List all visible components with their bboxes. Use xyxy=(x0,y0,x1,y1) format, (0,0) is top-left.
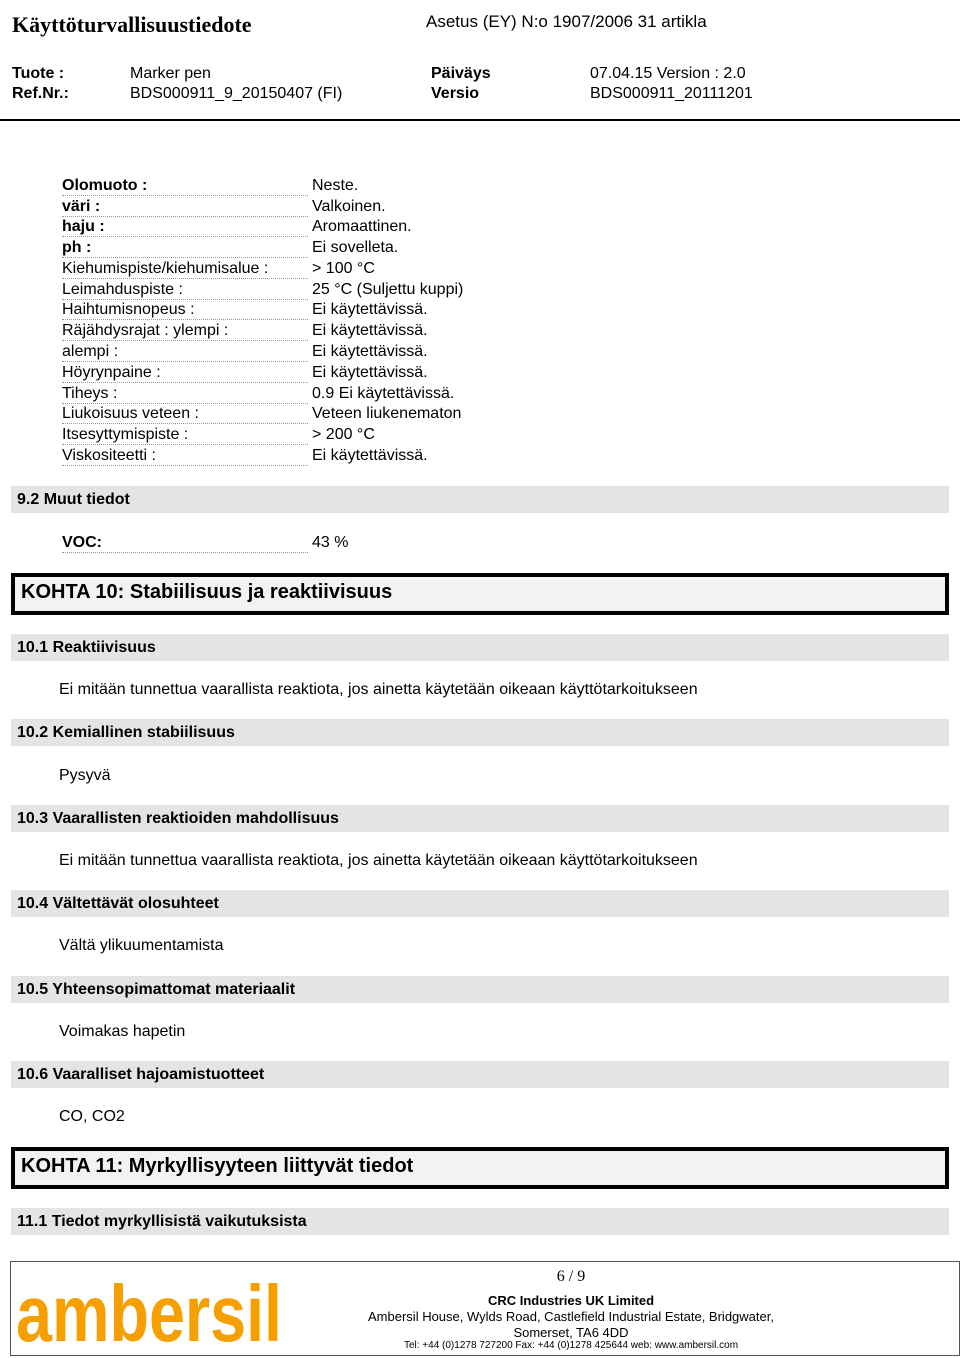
property-label: Leimahduspiste : xyxy=(62,280,308,300)
subsection-10-4-text: Vältä ylikuumentamista xyxy=(59,937,224,954)
property-label: haju : xyxy=(62,217,308,237)
property-label: Höyrynpaine : xyxy=(62,363,308,383)
property-label: väri : xyxy=(62,197,308,217)
company-address-line-1: Ambersil House, Wylds Road, Castlefield Industrial Estate, Bridgwater, xyxy=(368,1309,774,1324)
property-value: Valkoinen. xyxy=(312,198,386,215)
subsection-10-3-text: Ei mitään tunnettua vaarallista reaktiota, jos ainetta käytetään oikeaan käyttötarkoitukseen xyxy=(59,852,698,869)
version-value: BDS000911_20111201 xyxy=(590,85,753,102)
property-label: Liukoisuus veteen : xyxy=(62,404,308,424)
document-title: Käyttöturvallisuustiedote xyxy=(12,12,252,37)
header-divider xyxy=(0,119,960,121)
section-11-header xyxy=(11,1147,949,1189)
subsection-10-2-text: Pysyvä xyxy=(59,767,111,784)
subsection-10-1-title: 10.1 Reaktiivisuus xyxy=(11,634,949,661)
subsection-10-4-title: 10.4 Vältettävät olosuhteet xyxy=(11,890,949,917)
subsection-10-6-text: CO, CO2 xyxy=(59,1108,125,1125)
version-label: Versio xyxy=(431,85,480,102)
date-label: Päiväys xyxy=(431,65,491,82)
property-value: > 100 °C xyxy=(312,260,375,277)
property-label: Itsesyttymispiste : xyxy=(62,425,308,445)
property-label: Kiehumispiste/kiehumisalue : xyxy=(62,259,308,279)
property-label: Räjähdysrajat : ylempi : xyxy=(62,321,308,341)
subsection-9-2-title: 9.2 Muut tiedot xyxy=(11,486,949,513)
property-label: Viskositeetti : xyxy=(62,446,308,466)
section-11-title: KOHTA 11: Myrkyllisyyteen liittyvät tiedot xyxy=(21,1155,414,1177)
property-value: Ei käytettävissä. xyxy=(312,301,428,318)
voc-value: 43 % xyxy=(312,534,349,551)
property-label: Tiheys : xyxy=(62,384,308,404)
property-label: Olomuoto : xyxy=(62,176,308,196)
property-value: Ei sovelleta. xyxy=(312,239,399,256)
logo-wordmark: ambersil xyxy=(16,1269,282,1358)
property-label: Haihtumisnopeus : xyxy=(62,300,308,320)
section-10-title: KOHTA 10: Stabiilisuus ja reaktiivisuus xyxy=(21,581,393,603)
ambersil-logo xyxy=(12,1263,286,1358)
page-number: 6 / 9 xyxy=(556,1268,586,1285)
regulation-reference: Asetus (EY) N:o 1907/2006 31 artikla xyxy=(426,12,707,31)
property-value: Ei käytettävissä. xyxy=(312,322,428,339)
property-value: Ei käytettävissä. xyxy=(312,364,428,381)
voc-label: VOC: xyxy=(62,533,308,553)
property-label: alempi : xyxy=(62,342,308,362)
subsection-10-2-title: 10.2 Kemiallinen stabiilisuus xyxy=(11,719,949,746)
property-value: Ei käytettävissä. xyxy=(312,447,428,464)
date-value: 07.04.15 Version : 2.0 xyxy=(590,65,746,82)
property-value: 0.9 Ei käytettävissä. xyxy=(312,385,455,402)
property-value: Veteen liukenematon xyxy=(312,405,462,422)
ref-value: BDS000911_9_20150407 (FI) xyxy=(130,85,343,102)
product-value: Marker pen xyxy=(130,65,211,82)
subsection-10-5-title: 10.5 Yhteensopimattomat materiaalit xyxy=(11,976,949,1003)
property-value: Ei käytettävissä. xyxy=(312,343,428,360)
subsection-10-3-title: 10.3 Vaarallisten reaktioiden mahdollisuus xyxy=(11,805,949,832)
subsection-10-1-text: Ei mitään tunnettua vaarallista reaktiota, jos ainetta käytetään oikeaan käyttötarkoitukseen xyxy=(59,681,698,698)
property-label: ph : xyxy=(62,238,308,258)
subsection-11-1-title: 11.1 Tiedot myrkyllisistä vaikutuksista xyxy=(11,1208,949,1235)
ref-label: Ref.Nr.: xyxy=(12,85,69,102)
company-name: CRC Industries UK Limited xyxy=(487,1293,655,1308)
subsection-10-6-title: 10.6 Vaaralliset hajoamistuotteet xyxy=(11,1061,949,1088)
property-value: Neste. xyxy=(312,177,359,194)
company-contact: Tel: +44 (0)1278 727200 Fax: +44 (0)1278 425644 web: www.ambersil.com xyxy=(403,1340,739,1351)
section-10-header xyxy=(11,573,949,615)
product-label: Tuote : xyxy=(12,65,65,82)
property-value: Aromaattinen. xyxy=(312,218,412,235)
property-value: > 200 °C xyxy=(312,426,375,443)
subsection-10-5-text: Voimakas hapetin xyxy=(59,1023,186,1040)
company-address-line-2: Somerset, TA6 4DD xyxy=(513,1325,629,1340)
property-value: 25 °C (Suljettu kuppi) xyxy=(312,281,464,298)
